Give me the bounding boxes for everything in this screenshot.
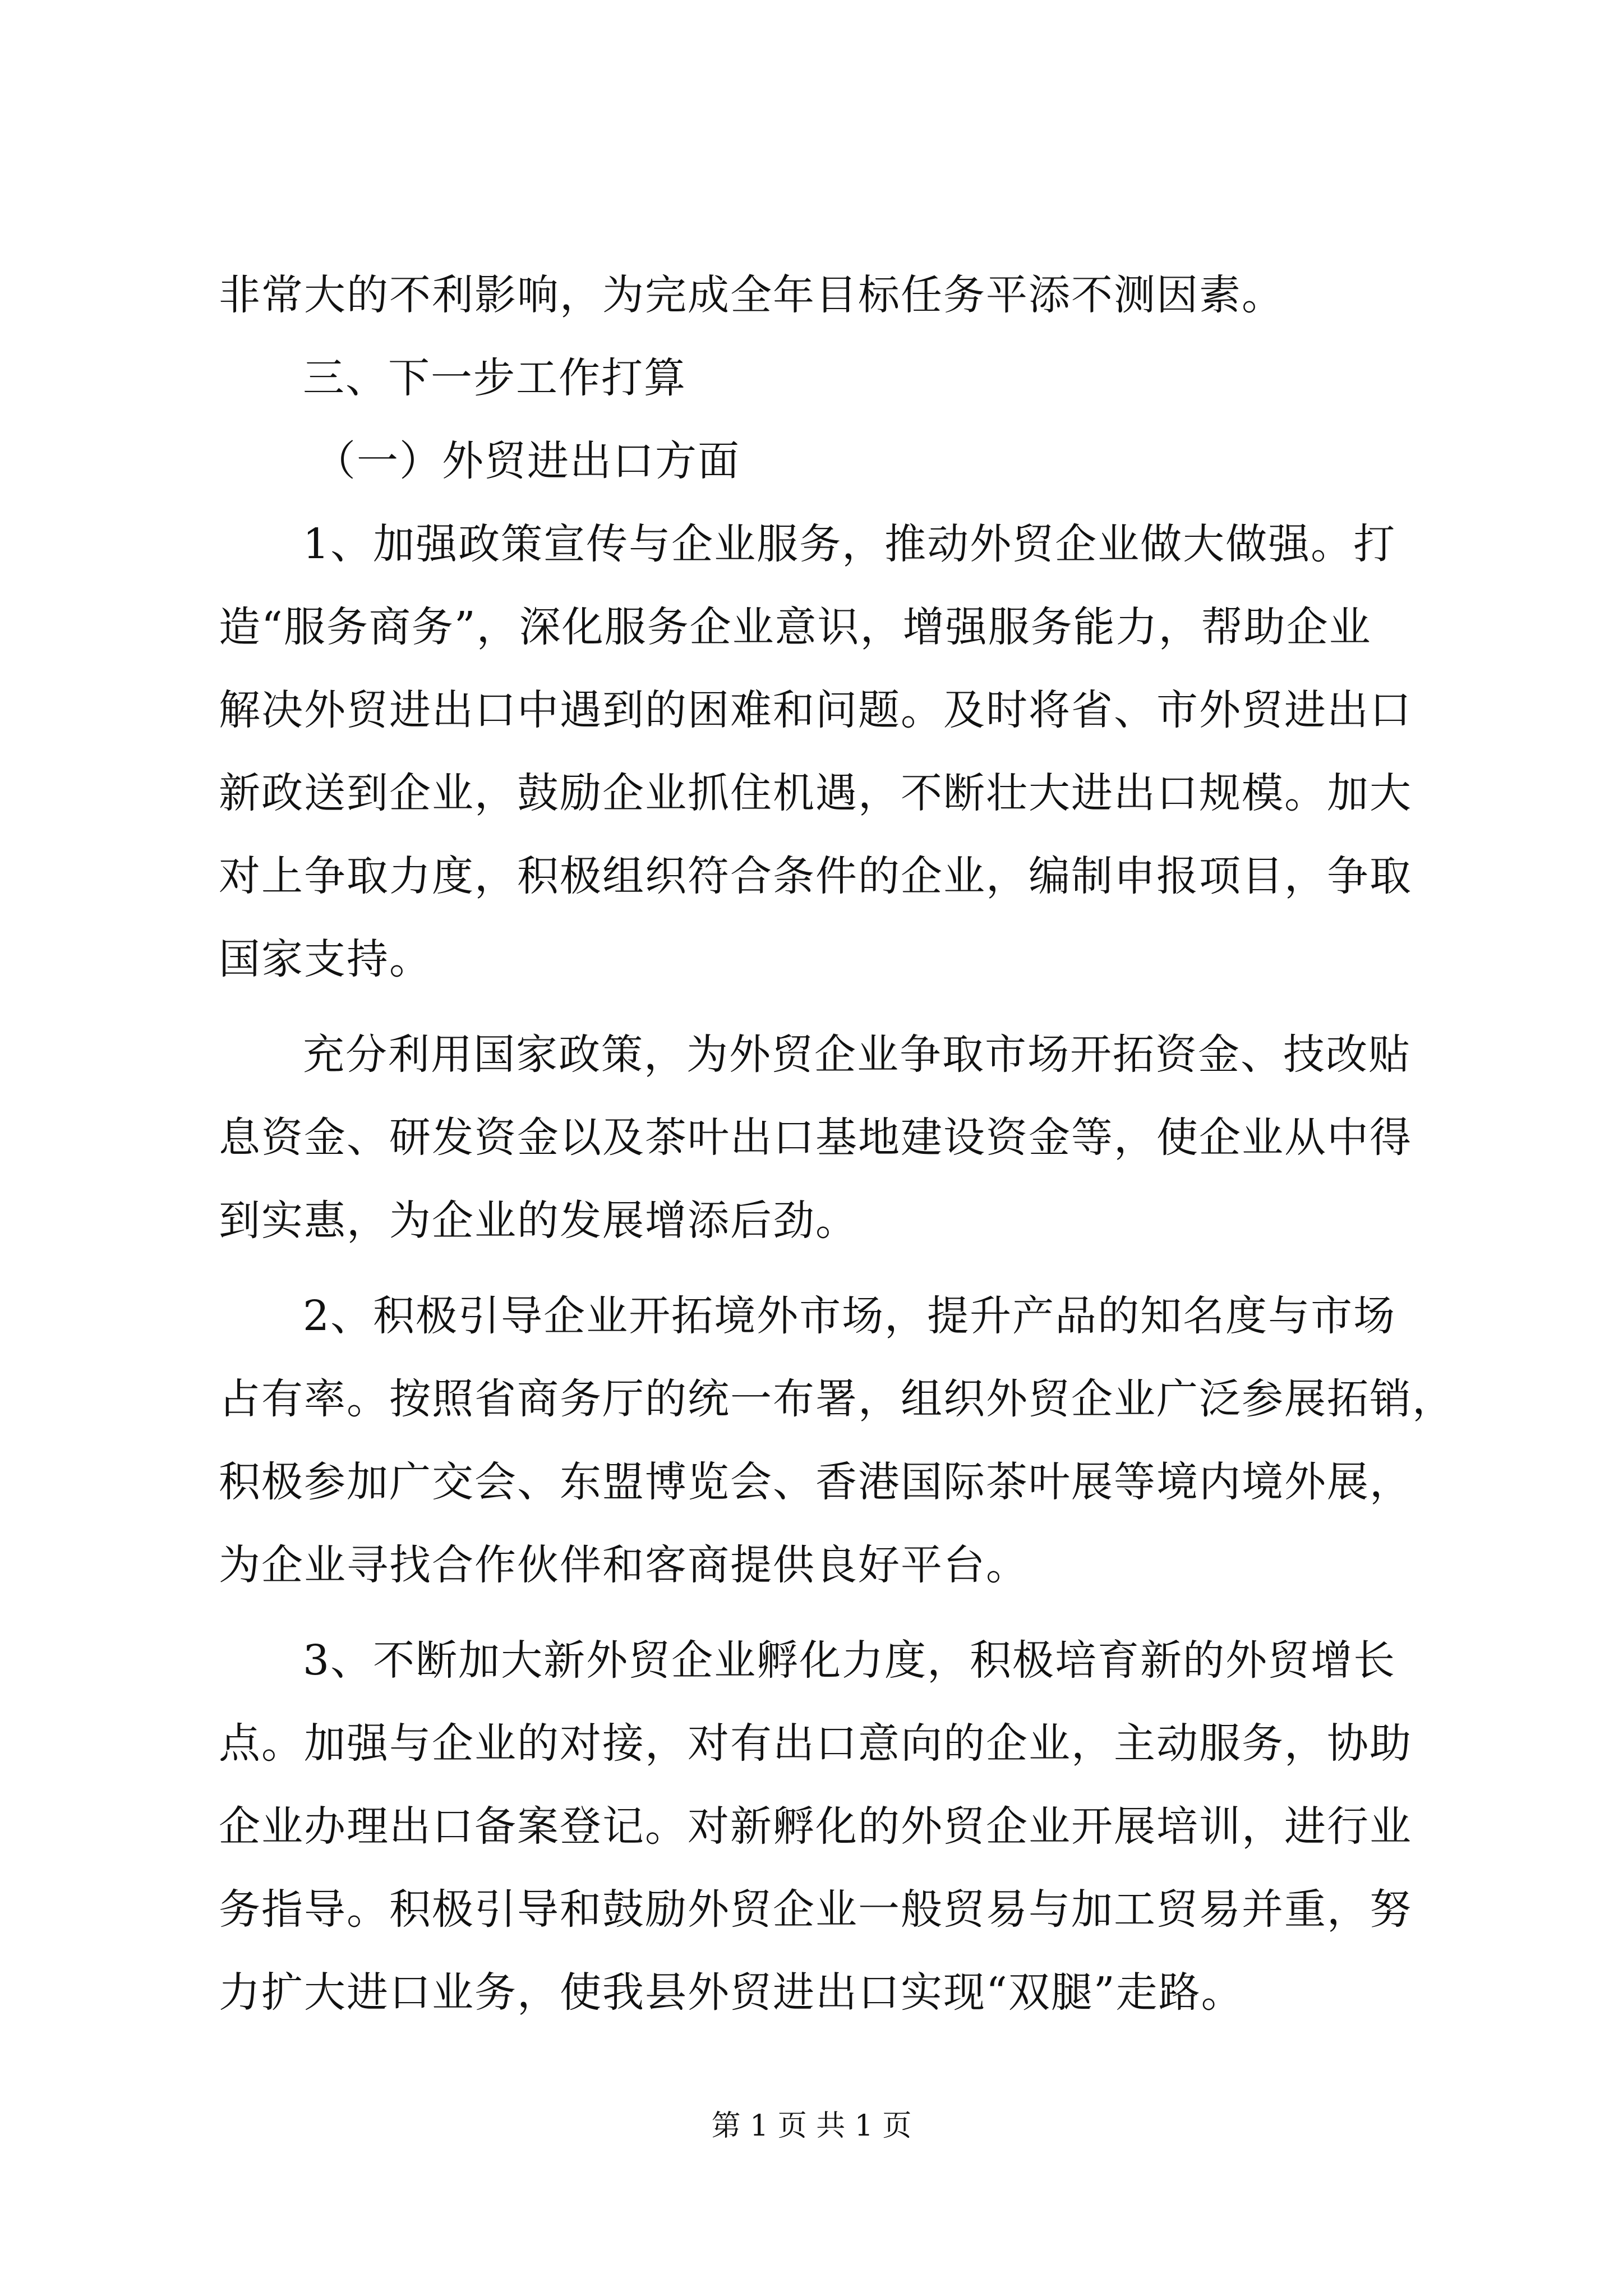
text-line: 点。加强与企业的对接，对有出口意向的企业，主动服务，协助 [219,1719,1412,1768]
text-line: 新政送到企业，鼓励企业抓住机遇，不断壮大进出口规模。加大 [219,769,1412,817]
document-body [219,254,1455,2034]
subsection-heading: （一）外贸进出口方面 [314,437,740,485]
text-line: 3、不断加大新外贸企业孵化力度，积极培育新的外贸增长 [303,1636,1396,1685]
text-line: 国家支持。 [219,935,432,983]
text-line: 务指导。积极引导和鼓励外贸企业一般贸易与加工贸易并重，努 [219,1885,1412,1934]
text-line: 力扩大进口业务，使我县外贸进出口实现“双腿”走路。 [219,1968,1244,2017]
text-line: 息资金、研发资金以及茶叶出口基地建设资金等，使企业从中得 [219,1114,1412,1162]
text-line: 积极参加广交会、东盟博览会、香港国际茶叶展等境内境外展， [219,1458,1412,1506]
text-line: 对上争取力度，积极组织符合条件的企业，编制申报项目，争取 [219,852,1412,900]
text-line: 解决外贸进出口中遇到的困难和问题。及时将省、市外贸进出口 [219,686,1412,734]
text-line: 非常大的不利影响，为完成全年目标任务平添不测因素。 [219,271,1284,319]
text-line: 占有率。按照省商务厅的统一布署，组织外贸企业广泛参展拓销， [219,1375,1455,1423]
text-line: 造“服务商务”，深化服务企业意识，增强服务能力，帮助企业 [219,603,1372,651]
section-heading: 三、下一步工作打算 [303,354,686,402]
text-line: 为企业寻找合作伙伴和客商提供良好平台。 [219,1541,1029,1589]
text-line: 1、加强政策宣传与企业服务，推动外贸企业做大做强。打 [303,520,1396,568]
text-line: 充分利用国家政策，为外贸企业争取市场开拓资金、技改贴 [303,1030,1411,1079]
text-line: 2、积极引导企业开拓境外市场，提升产品的知名度与市场 [303,1292,1396,1340]
text-line: 企业办理出口备案登记。对新孵化的外贸企业开展培训，进行业 [219,1802,1412,1851]
text-line: 到实惠，为企业的发展增添后劲。 [219,1197,858,1245]
page-number: 第 1 页 共 1 页 [711,2109,912,2143]
